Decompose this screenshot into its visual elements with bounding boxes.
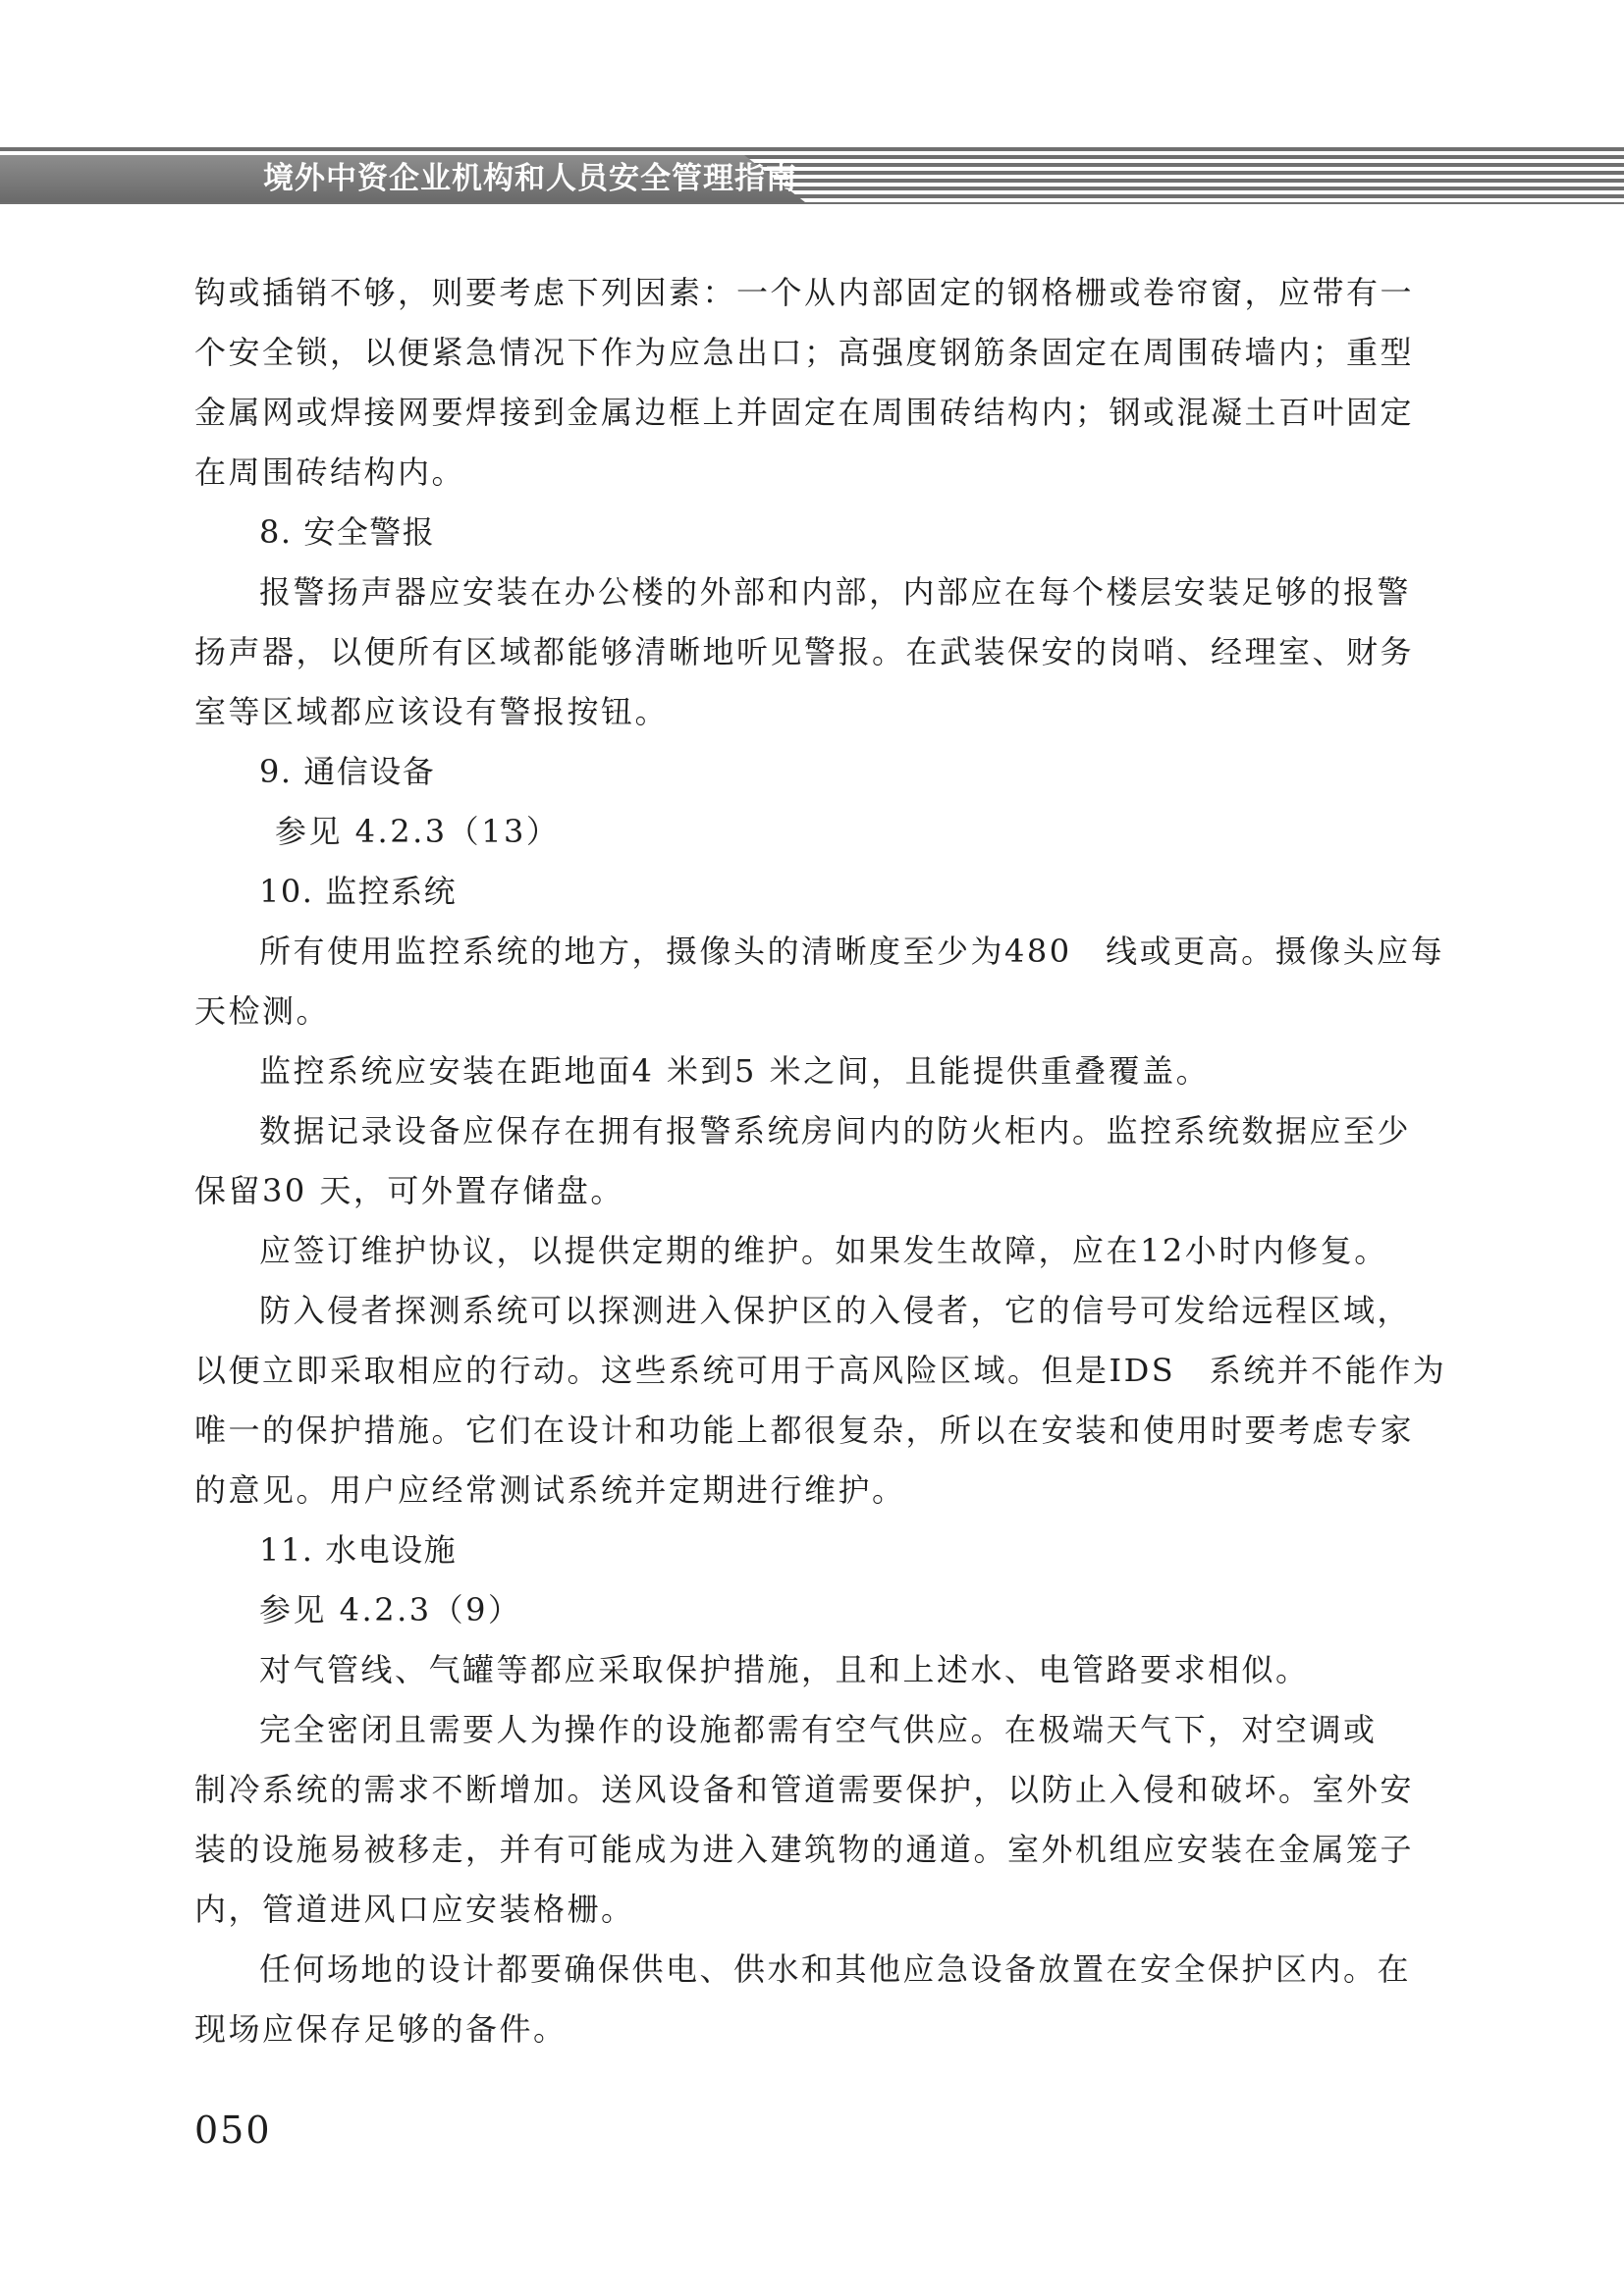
paragraph-line: 现场应保存足够的备件。 bbox=[194, 2010, 568, 2048]
paragraph-line: 钩或插销不够，则要考虑下列因素：一个从内部固定的钢格栅或卷帘窗，应带有一 bbox=[194, 274, 1415, 311]
paragraph-line: 制冷系统的需求不断增加。送风设备和管道需要保护，以防止入侵和破坏。室外安 bbox=[194, 1771, 1415, 1808]
paragraph-line: 所有使用监控系统的地方，摄像头的清晰度至少为480 线或更高。摄像头应每 bbox=[259, 933, 1445, 970]
body-text bbox=[194, 263, 1447, 2059]
paragraph-line: 扬声器，以便所有区域都能够清晰地听见警报。在武装保安的岗哨、经理室、财务 bbox=[194, 633, 1415, 670]
paragraph-line: 装的设施易被移走，并有可能成为进入建筑物的通道。室外机组应安装在金属笼子 bbox=[194, 1831, 1415, 1868]
paragraph-line: 数据记录设备应保存在拥有报警系统房间内的防火柜内。监控系统数据应至少 bbox=[259, 1112, 1412, 1149]
paragraph-line: 对气管线、气罐等都应采取保护措施，且和上述水、电管路要求相似。 bbox=[259, 1651, 1310, 1688]
paragraph-line: 金属网或焊接网要焊接到金属边框上并固定在周围砖结构内；钢或混凝土百叶固定 bbox=[194, 394, 1415, 431]
section-heading-surveillance: 10. 监控系统 bbox=[259, 873, 458, 910]
section-heading-communication: 9. 通信设备 bbox=[259, 753, 436, 790]
running-header-title: 境外中资企业机构和人员安全管理指南 bbox=[263, 161, 797, 196]
section-heading-alarm: 8. 安全警报 bbox=[259, 513, 436, 551]
paragraph-line: 防入侵者探测系统可以探测进入保护区的入侵者，它的信号可发给远程区域， bbox=[259, 1292, 1412, 1329]
section-heading-utilities: 11. 水电设施 bbox=[259, 1531, 458, 1569]
paragraph-line: 以便立即采取相应的行动。这些系统可用于高风险区域。但是IDS 系统并不能作为 bbox=[194, 1352, 1447, 1389]
paragraph-line: 监控系统应安装在距地面4 米到5 米之间，且能提供重叠覆盖。 bbox=[259, 1052, 1211, 1090]
paragraph-line: 个安全锁，以便紧急情况下作为应急出口；高强度钢筋条固定在周围砖墙内；重型 bbox=[194, 334, 1415, 371]
cross-reference: 参见 4.2.3（9） bbox=[259, 1591, 522, 1629]
paragraph-line: 在周围砖结构内。 bbox=[194, 454, 466, 491]
running-header bbox=[0, 147, 1624, 204]
paragraph-line: 任何场地的设计都要确保供电、供水和其他应急设备放置在安全保护区内。在 bbox=[259, 1950, 1412, 1988]
paragraph-line: 完全密闭且需要人为操作的设施都需有空气供应。在极端天气下，对空调或 bbox=[259, 1711, 1378, 1748]
paragraph-line: 室等区域都应该设有警报按钮。 bbox=[194, 693, 670, 730]
paragraph-line: 天检测。 bbox=[194, 992, 331, 1030]
paragraph-line: 唯一的保护措施。它们在设计和功能上都很复杂，所以在安装和使用时要考虑专家 bbox=[194, 1412, 1415, 1449]
paragraph-line: 应签订维护协议，以提供定期的维护。如果发生故障，应在12小时内修复。 bbox=[259, 1232, 1388, 1269]
paragraph-line: 保留30 天，可外置存储盘。 bbox=[194, 1172, 624, 1209]
paragraph-line: 报警扬声器应安装在办公楼的外部和内部，内部应在每个楼层安装足够的报警 bbox=[259, 573, 1412, 611]
page-number: 050 bbox=[194, 2109, 272, 2152]
paragraph-line: 的意见。用户应经常测试系统并定期进行维护。 bbox=[194, 1471, 906, 1509]
cross-reference: 参见 4.2.3（13） bbox=[275, 813, 561, 850]
paragraph-line: 内，管道进风口应安装格栅。 bbox=[194, 1891, 635, 1928]
